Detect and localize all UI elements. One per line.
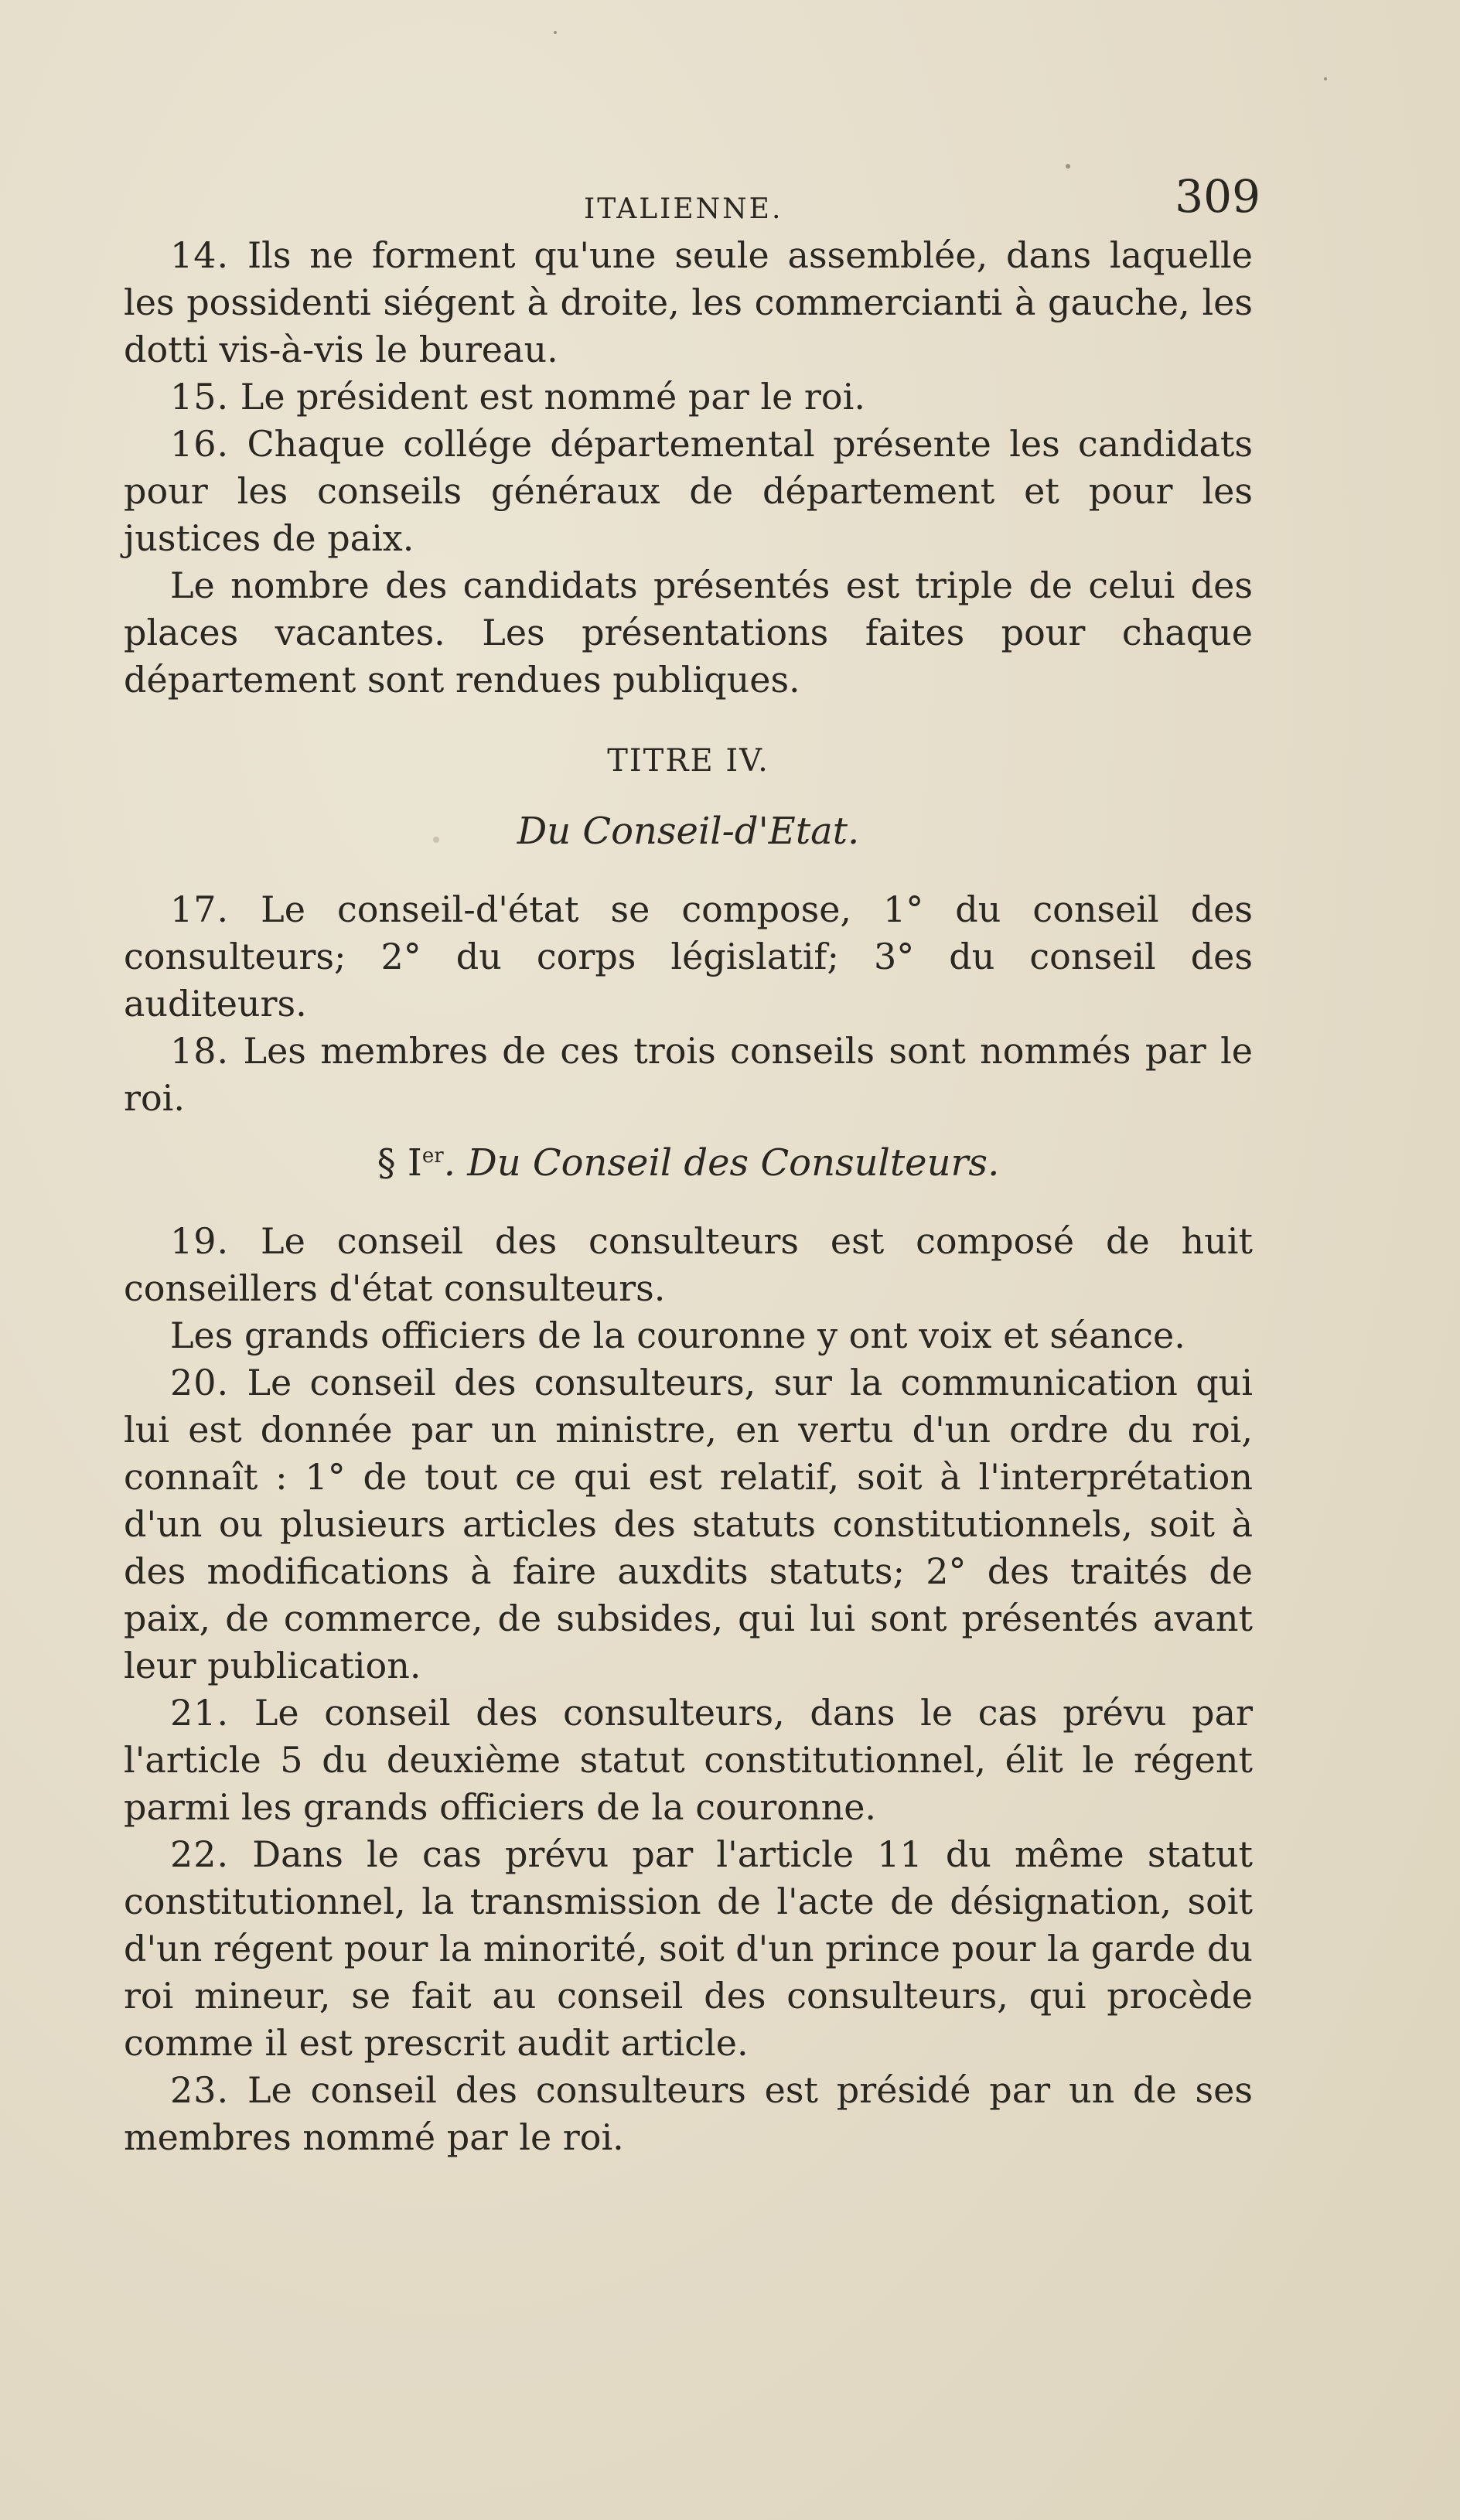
article-19-continuation: Les grands officiers de la couronne y ont voix et séance. [170,1315,1185,1356]
article-15: 15. Le président est nommé par le roi. [170,376,865,418]
article-23: 23. Le conseil des consulteurs est présidé par un de ses membres nommé par le roi. [124,2069,1253,2158]
article-20: 20. Le conseil des consulteurs, sur la communication qui lui est donnée par un ministre, en vertu d'un ordre du roi, connaît : 1° de tout ce qui est relatif, soit à l'interprétation d'un ou plusieurs articles des statuts constitutionnels, soit à des modifications à faire auxdits statuts; 2° des traités de paix, de commerce, de subsides, qui lui sont présentés avant leur publication. [124,1362,1253,1686]
paper-speck [1066,164,1070,169]
titre-subtitle: Du Conseil-d'Etat. [517,810,860,853]
book-page [124,170,1260,2161]
article-16: 16. Chaque collége départemental présente les candidats pour les conseils généraux de département et pour les justices de paix. [124,423,1253,559]
article-21: 21. Le conseil des consulteurs, dans le cas prévu par l'article 5 du deuxième statut constitutionnel, élit le régent parmi les grands officiers de la couronne. [124,1692,1254,1828]
articles-group-c [124,1218,1253,2161]
page-header [124,170,1260,232]
articles-group-b [124,886,1253,1122]
article-19: 19. Le conseil des consulteurs est composé de huit conseillers d'état consulteurs. [124,1220,1254,1309]
paper-speck [1324,77,1327,80]
article-17: 17. Le conseil-d'état se compose, 1° du conseil des consulteurs; 2° du corps législatif; 3° du conseil des auditeurs. [124,888,1253,1025]
paper-speck [433,837,439,843]
article-14: 14. Ils ne forment qu'une seule assemblée, dans laquelle les possidenti siégent à droite, les commercianti à gauche, les dotti vis-à-vis le bureau. [124,234,1253,370]
article-22: 22. Dans le cas prévu par l'article 11 du même statut constitutionnel, la transmission de l'acte de désignation, soit d'un régent pour la minorité, soit d'un prince pour la garde du roi mineur, se fait au conseil des consulteurs, qui procède comme il est prescrit audit article. [124,1833,1253,2064]
titre-heading: TITRE IV. [607,743,769,779]
article-16-continuation: Le nombre des candidats présentés est triple de celui des places vacantes. Les présentations faites pour chaque département sont rendues publiques. [124,564,1253,701]
article-18: 18. Les membres de ces trois conseils sont nommés par le roi. [124,1030,1253,1119]
page-number: 309 [1175,170,1260,223]
section-heading: § Ier. Du Conseil des Consulteurs. [377,1141,1000,1185]
running-title: ITALIENNE. [584,193,783,225]
paper-speck [554,31,557,34]
articles-group-a [124,232,1253,704]
